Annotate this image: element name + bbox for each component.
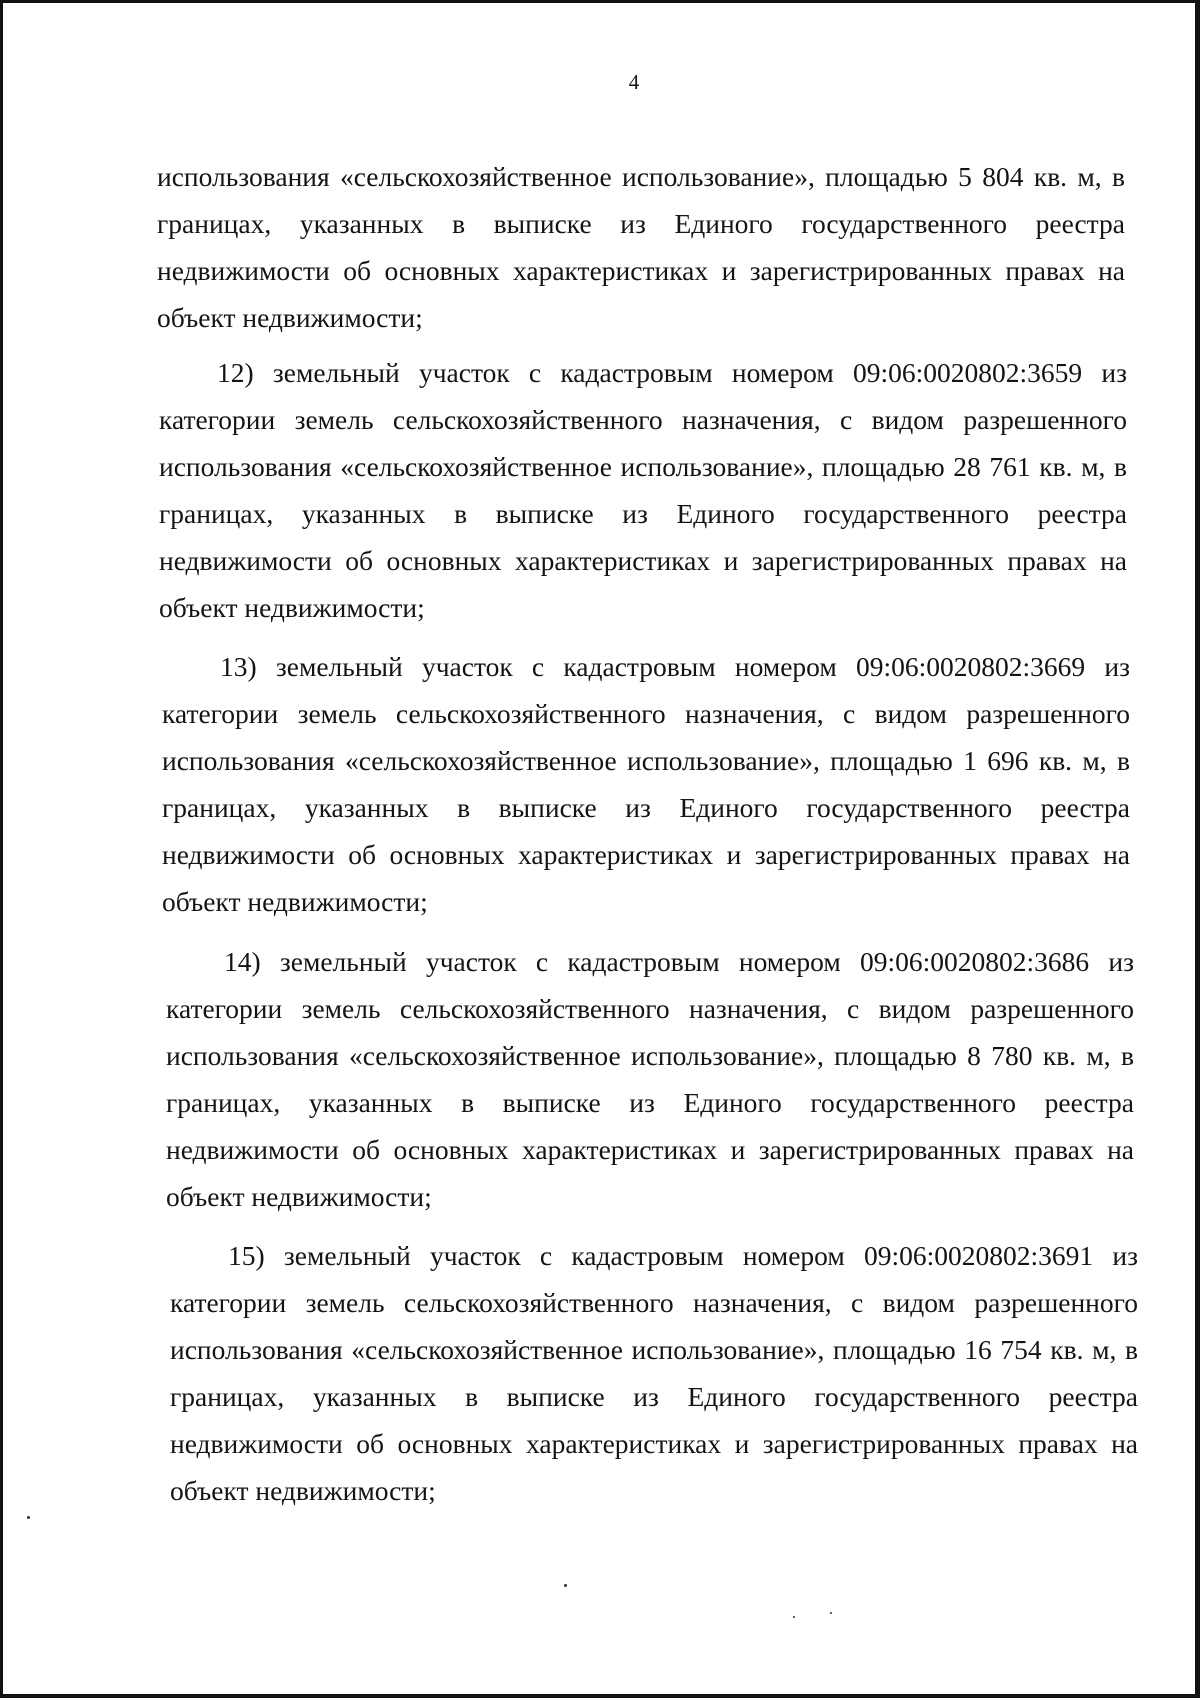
scan-border-top xyxy=(0,0,1200,3)
scan-border-right xyxy=(1195,0,1200,1698)
scan-speck xyxy=(793,1616,795,1618)
scan-border-bottom xyxy=(0,1694,1200,1698)
list-item-12 xyxy=(159,349,1127,631)
paragraph-continuation xyxy=(157,153,1125,341)
paragraph-text: использования «сельскохозяйственное использование», площадью 5 804 кв. м, в границах, указанных в выписке из Единого государственного реестра недвижимости об основных характеристиках и зарегистрированных правах на объект недвижимости; xyxy=(157,161,1125,333)
scan-speck xyxy=(564,1584,567,1587)
paragraph-text: 13) земельный участок с кадастровым номером 09:06:0020802:3669 из категории земель сельскохозяйственного назначения, с видом разрешенного использования «сельскохозяйственное использование», площадью 1 696 кв. м, в границах, указанных в выписке из Единого государственного реестра недвижимости об основных характеристиках и зарегистрированных правах на объект недвижимости; xyxy=(162,651,1130,917)
page-number: 4 xyxy=(628,70,640,94)
scan-speck xyxy=(830,1612,832,1614)
list-item-15 xyxy=(170,1232,1138,1514)
list-item-13 xyxy=(162,643,1130,925)
scan-border-left xyxy=(0,0,3,1698)
list-item-14 xyxy=(166,938,1134,1220)
paragraph-text: 12) земельный участок с кадастровым номером 09:06:0020802:3659 из категории земель сельскохозяйственного назначения, с видом разрешенного использования «сельскохозяйственное использование», площадью 28 761 кв. м, в границах, указанных в выписке из Единого государственного реестра недвижимости об основных характеристиках и зарегистрированных правах на объект недвижимости; xyxy=(159,357,1127,623)
paragraph-text: 14) земельный участок с кадастровым номером 09:06:0020802:3686 из категории земель сельскохозяйственного назначения, с видом разрешенного использования «сельскохозяйственное использование», площадью 8 780 кв. м, в границах, указанных в выписке из Единого государственного реестра недвижимости об основных характеристиках и зарегистрированных правах на объект недвижимости; xyxy=(166,946,1134,1212)
paragraph-text: 15) земельный участок с кадастровым номером 09:06:0020802:3691 из категории земель сельскохозяйственного назначения, с видом разрешенного использования «сельскохозяйственное использование», площадью 16 754 кв. м, в границах, указанных в выписке из Единого государственного реестра недвижимости об основных характеристиках и зарегистрированных правах на объект недвижимости; xyxy=(170,1240,1138,1506)
scan-speck xyxy=(27,1516,30,1519)
